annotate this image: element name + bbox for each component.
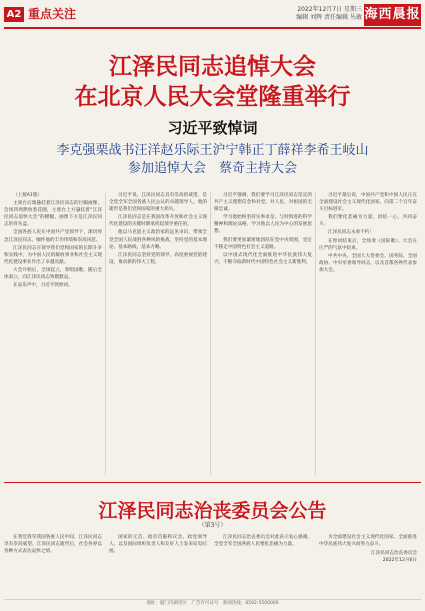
newspaper-page — [4, 4, 421, 607]
header-rule — [4, 27, 421, 29]
article-column-4 — [319, 192, 417, 475]
article-paragraph: 江泽民同志坚持党的领导，高度重视党的建设，推动新的伟大工程。 — [109, 252, 207, 265]
article-paragraph: 大会开始后，全场起立，奏唱国歌。随后全体肃立，向江泽民同志致敬默哀。 — [4, 267, 102, 281]
article-paragraph: 主席台后墙悬挂着江泽民同志的巨幅画像，会场四周摆放着花圈，主席台上方悬挂着“江泽民同志追悼大会”的横幅，画像下方是江泽民同志的骨灰盒。 — [4, 201, 102, 228]
article-paragraph: （上接A1版） — [13, 193, 43, 198]
page-header — [4, 4, 421, 26]
leaders-line-2: 参加追悼大会 蔡奇主持大会 — [127, 161, 297, 176]
article-paragraph: 以中国式现代化全面推进中华民族伟大复兴，不断夺取新时代中国特色社会主义新胜利。 — [214, 252, 312, 265]
announcement-paragraph: 国家的元首、政府首脑和议会、政党领导人，以及国际组织负责人和友好人士发来唁电唁函。 — [109, 535, 207, 555]
article-column-2 — [109, 192, 207, 475]
announcement-body — [4, 534, 421, 594]
headline — [4, 52, 421, 112]
announcement-column-3 — [214, 534, 312, 594]
announcement-number: （第3号） — [198, 522, 227, 529]
article-paragraph: 在哀乐声中，习近平致悼词。 — [13, 283, 73, 289]
article-paragraph: 我们要化悲痛为力量，团结一心、共同奋斗。 — [319, 215, 417, 228]
announcement-paragraph: 在我党我军我国各族人民中间，江泽民同志享有崇高威望。江泽民同志逝世后，社会各界以各种方式表达哀悼之情。 — [4, 535, 102, 555]
leaders-list — [44, 142, 381, 178]
announcement-paragraph: 江泽民同志治丧委员会对此表示衷心感谢。全党全军全国各族人民要化悲痛为力量。 — [214, 535, 312, 548]
announcement-paragraph: 为全面建设社会主义现代化国家、全面推进中华民族伟大复兴而努力奋斗。 — [319, 535, 417, 548]
headline-line-2: 在北京人民大会堂隆重举行 — [74, 83, 351, 110]
article-paragraph: 我们要更加紧密地团结在党中央周围，坚定不移走中国特色社会主义道路。 — [214, 237, 312, 250]
article-paragraph: 习近平最后说，中国共产党和中国人民正在全面建设社会主义现代化国家、向第二个百年奋斗目标进军。 — [319, 193, 417, 213]
dateline-date: 2022年12月7日 星期三 — [297, 6, 362, 13]
column-divider — [105, 192, 106, 475]
article-paragraph: 江泽民同志在领导我们党和国家的长期斗争和实践中，为中国人民的解放事业和社会主义现代化建设事业作出了卓越贡献。 — [4, 245, 102, 265]
announcement-title: 江泽民同志治丧委员会公告 — [98, 500, 327, 522]
article-paragraph: 江泽民同志是在我国改革开放和社会主义现代化建设的关键时期承担起领导重任的。 — [109, 215, 207, 228]
header-dateline — [242, 6, 362, 22]
leaders-line-1: 李克强栗战书汪洋赵乐际王沪宁韩正丁薛祥李希王岐山 — [56, 143, 369, 158]
article-paragraph: 习近平强调，我们要学习江泽民同志坚定的共产主义理想信念和对党、对人民、对祖国的无限忠诚。 — [214, 193, 312, 213]
headline-line-1: 江泽民同志追悼大会 — [109, 53, 316, 80]
dateline-editors: 编辑 刘辉 责任编辑 丛敏 — [296, 14, 362, 21]
article-paragraph: 他以马克思主义政治家的远见卓识，带领全党全国人民战胜各种风险挑战，坚持党的基本理论、基本路线、基本方略。 — [109, 230, 207, 250]
section-divider — [4, 482, 421, 483]
article-paragraph: 在悼词结束后，全场奏《国际歌》。大会在庄严的气氛中结束。 — [319, 238, 417, 251]
announcement-column-1 — [4, 534, 102, 594]
subheadline: 习近平致悼词 — [167, 119, 258, 137]
page-footer: 地址：厦门市湖里区 广告许可证号 新闻热线：0592-5500000 — [4, 599, 421, 608]
signature-committee: 江泽民同志治丧委员会 — [371, 551, 417, 557]
announcement-column-2 — [109, 534, 207, 594]
article-column-1 — [4, 192, 102, 475]
article-paragraph: 江泽民同志永垂不朽！ — [328, 230, 374, 236]
section-name: 重点关注 — [28, 7, 77, 21]
column-divider — [315, 192, 316, 475]
section-tag: A2 — [4, 7, 24, 22]
article-paragraph: 中共中央、全国人大常委会、国务院、全国政协、中央军委领导同志，以及首都各界代表参加大会。 — [319, 253, 417, 273]
column-divider — [210, 192, 211, 475]
announcement-signature — [319, 550, 417, 564]
article-paragraph: 学习他始终坚持实事求是、与时俱进的科学精神和理论品格，学习他以人民为中心的发展思想。 — [214, 215, 312, 235]
article-body — [4, 192, 421, 475]
article-paragraph: 习近平说，江泽民同志具有崇高的威望，是全党全军全国各族人民公认的卓越领导人。他的逝世是我们党和国家的重大损失。 — [109, 193, 207, 213]
masthead-logo: 海西晨报 — [364, 4, 421, 26]
article-column-3 — [214, 192, 312, 475]
signature-date: 2022年12月6日 — [382, 558, 417, 564]
announcement-column-4 — [319, 534, 417, 594]
article-paragraph: 全国各族人民在中国共产党领导下，深切悼念江泽民同志，缅怀他的丰功伟绩和崇高风范。 — [4, 230, 102, 243]
